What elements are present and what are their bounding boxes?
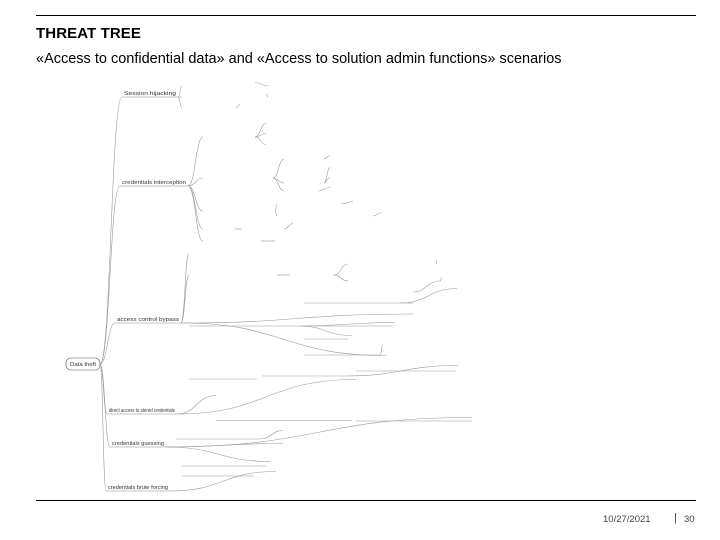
slide-date: 10/27/2021 [603,514,651,525]
svg-text:access control bypass: access control bypass [117,317,180,323]
svg-text:credentials brute forcing: credentials brute forcing [108,485,168,491]
slide-subtitle: «Access to confidential data» and «Access to solution admin functions» scenarios [36,51,562,67]
branch-credentials-interception [120,180,188,186]
branch-access-control-bypass [115,317,181,323]
slide-title: THREAT TREE [36,25,141,42]
branch-credentials-brute-forcing [106,485,170,491]
svg-text:direct access to stored creden: direct access to stored credentials [109,408,176,414]
branch-credentials-guessing [110,441,166,447]
tree-connectors [100,83,472,492]
svg-text:Data theft: Data theft [70,362,97,368]
bottom-rule [36,500,696,501]
root-node [66,358,100,370]
svg-text:credentials guessing: credentials guessing [112,441,164,447]
tree-nodes [66,91,188,491]
svg-text:Session hijacking: Session hijacking [124,91,176,97]
branch-direct-access-to-stored-credentials [107,408,177,414]
svg-text:credentials interception: credentials interception [122,180,186,186]
branch-session-hijacking [122,91,178,97]
footer-separator: | [674,512,677,524]
page-number: 30 [684,514,695,525]
